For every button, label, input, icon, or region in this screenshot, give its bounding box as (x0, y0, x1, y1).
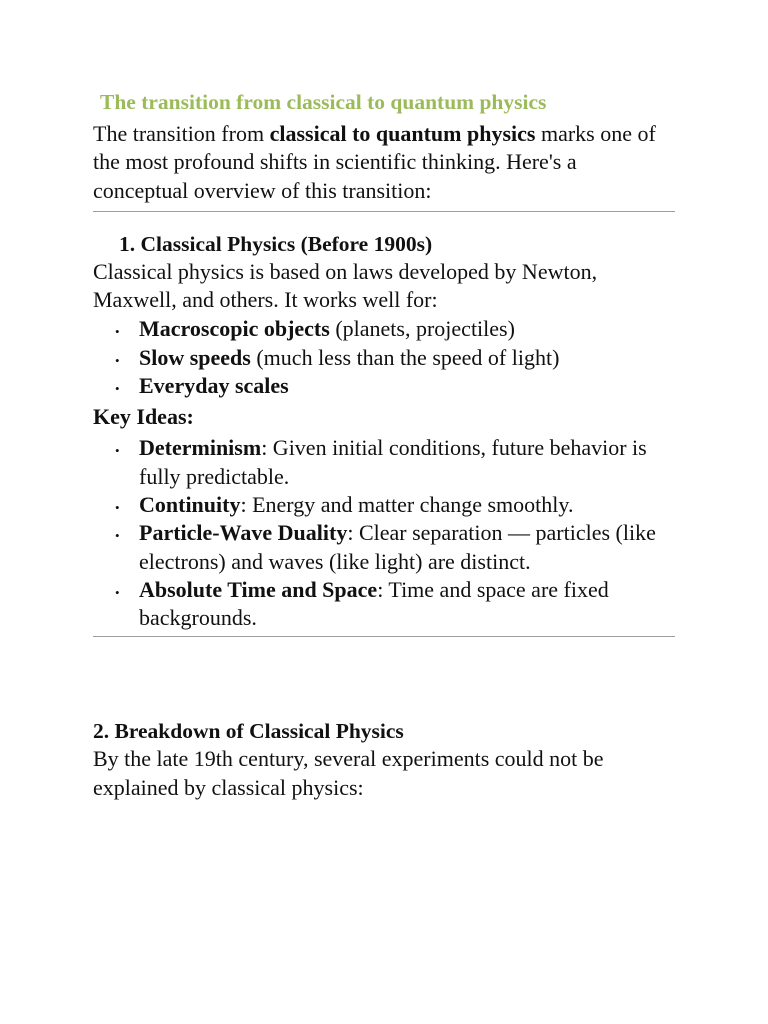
item-bold: Absolute Time and Space (139, 576, 378, 602)
list-item (139, 315, 675, 343)
intro-suffix: marks one of the most profound shifts in scientific thinking. Here's a conceptual overview of this transition: (93, 121, 656, 203)
list-item (139, 434, 675, 491)
list-item (139, 372, 675, 400)
item-bold: Slow speeds (139, 344, 251, 370)
section-paragraph: By the late 19th century, several experiments could not be explained by classical physics: (93, 746, 604, 800)
item-bold: Continuity (139, 491, 241, 517)
key-ideas-heading: Key Ideas: (93, 404, 194, 430)
list-item (139, 519, 675, 576)
item-bold: Everyday scales (139, 373, 289, 399)
key-ideas-list (93, 434, 675, 632)
list-item (139, 491, 675, 519)
section-heading: 1. Classical Physics (Before 1900s) (119, 231, 433, 256)
item-bold: Determinism (139, 435, 262, 461)
list-item (139, 576, 675, 633)
item-text: : Energy and matter change smoothly. (240, 491, 574, 517)
divider (93, 636, 675, 637)
intro-prefix: The transition from (93, 121, 270, 146)
bullet-list (93, 315, 675, 400)
item-bold: Macroscopic objects (139, 316, 330, 342)
item-text: (planets, projectiles) (329, 316, 515, 342)
item-text: : Clear separation — particles (like electrons) and waves (like light) are distinct. (139, 520, 656, 574)
section-heading: 2. Breakdown of Classical Physics (93, 719, 404, 744)
divider (93, 211, 675, 212)
intro-bold: classical to quantum physics (269, 121, 536, 146)
item-text: (much less than the speed of light) (250, 344, 560, 370)
section-paragraph: Classical physics is based on laws developed by Newton, Maxwell, and others. It works well for: (93, 258, 598, 313)
item-text: : Time and space are fixed backgrounds. (139, 576, 609, 631)
document-title: The transition from classical to quantum physics (100, 90, 547, 114)
document-page (93, 88, 675, 802)
intro-paragraph (93, 120, 675, 205)
item-text: : Given initial conditions, future behavior is fully predictable. (139, 435, 647, 489)
item-bold: Particle-Wave Duality (139, 520, 348, 546)
list-item (139, 344, 675, 372)
